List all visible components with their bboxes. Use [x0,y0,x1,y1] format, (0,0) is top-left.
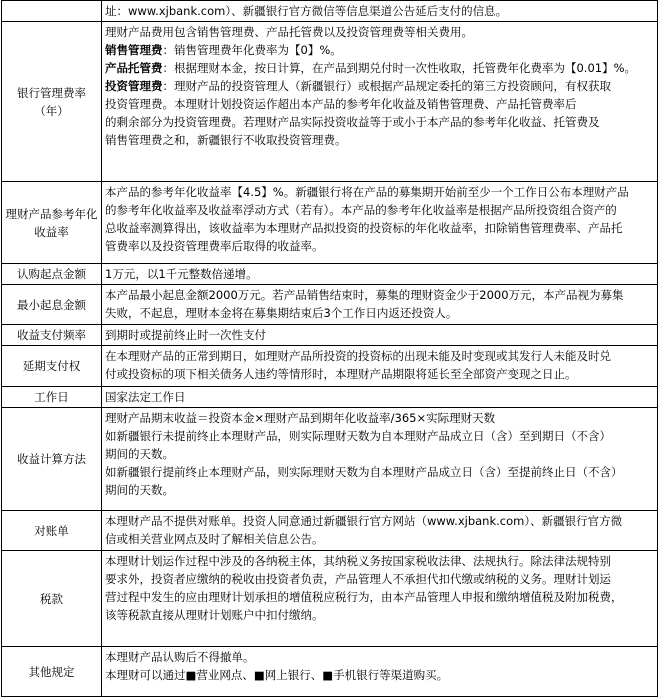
term-value-line: 的参考年化收益率及收益率浮动方式（若有）。本产品的参考年化收益率是根据产品所投资组合资产的 [105,203,617,217]
term-value-line: 投资管理费：理财产品的投资管理人（新疆银行）或根据产品规定委托的第三方投资顾问，有权获取 [105,79,611,93]
term-value-line: 1万元，以1千元整数倍递增。 [105,267,258,281]
fee-name: 销售管理费 [105,43,163,57]
terms-row [2,182,658,264]
term-value-line: 本理财产品认购后不得撤单。 [105,650,255,664]
term-value [102,346,658,387]
terms-row [2,1,658,22]
term-value [102,182,658,264]
terms-row [2,647,658,697]
term-value-line: 在本理财产品的正常到期日，如理财产品所投资的投资标的出现未能及时变现或其发行人未能及时兑 [105,349,611,363]
term-label: 工作日 [2,387,102,408]
term-value [102,551,658,647]
term-label: 税款 [2,551,102,647]
product-terms-table [1,0,658,697]
term-value-line: 本理财计划运作过程中涉及的各纳税主体，其纳税义务按国家税收法律、法规执行。除法律法规特别 [105,554,611,568]
term-value [102,408,658,511]
terms-row [2,551,658,647]
term-label: 认购起点金额 [2,264,102,285]
terms-row [2,511,658,551]
term-value-line: 期间的天数。 [105,483,174,497]
term-value-line: 本产品最小起息金额2000万元。若产品销售结束时，募集的理财资金少于2000万元，本产品视为募集 [105,288,624,302]
term-value-line: 址：www.xjbank.com）、新疆银行官方微信等信息渠道公告延后支付的信息。 [105,4,508,18]
term-value [102,264,658,285]
term-value-line: 本产品的参考年化收益率【4.5】%。新疆银行将在产品的募集期开始前至少一个工作日公布本理财产品 [105,185,629,199]
terms-row [2,387,658,408]
term-value-line: 信或相关营业网点及时了解相关信息公告。 [105,532,324,546]
term-value-line: 到期时或提前终止时一次性支付 [105,328,266,342]
fee-name: 投资管理费 [105,79,163,93]
term-value-line: 期间的天数。 [105,447,174,461]
term-value-line: 投资管理费。本理财计划投资运作超出本产品的参考年化收益及销售管理费、产品托管费率后 [105,97,577,111]
term-value-line: 销售管理费：销售管理费年化费率为【0】%。 [105,43,342,57]
terms-row [2,346,658,387]
term-value-line: 营过程中发生的应由理财计划承担的增值税应税行为，由本产品管理人申报和缴纳增值税及附加税费， [105,590,623,604]
fee-name: 产品托管费 [105,61,163,75]
terms-row [2,264,658,285]
term-value-line: 本理财产品不提供对账单。投资人同意通过新疆银行官方网站（www.xjbank.com）、新疆银行官方微 [105,514,623,528]
term-value-line: 失败，不起息，理财本金将在募集期结束后3个工作日内返还投资人。 [105,306,458,320]
terms-row [2,285,658,325]
term-value-line: 理财产品费用包含销售管理费、产品托管费以及投资管理费等相关费用。 [105,25,473,39]
term-label: 最小起息金额 [2,285,102,325]
term-label [2,1,102,22]
term-value-line: 如新疆银行提前终止本理财产品，则实际理财天数为自本理财产品成立日（含）至提前终止日（不含） [105,465,623,479]
terms-row [2,408,658,511]
term-label: 延期支付权 [2,346,102,387]
term-label: 银行管理费率（年） [2,22,102,182]
term-value [102,647,658,697]
term-value-line: 理财产品期末收益＝投资本金×理财产品到期年化收益率/365×实际理财天数 [105,411,496,425]
term-label: 对账单 [2,511,102,551]
term-value [102,511,658,551]
term-label: 其他规定 [2,647,102,697]
term-value [102,1,658,22]
term-value [102,22,658,182]
term-value-line: 销售管理费之和，新疆银行不收取投资管理费。 [105,133,347,147]
term-value-line: 的剩余部分为投资管理费。若理财产品实际投资收益等于或小于本产品的参考年化收益、托管费及 [105,115,600,129]
term-value-line: 该等税款直接从理财计划账户中扣付缴纳。 [105,608,324,622]
term-value [102,285,658,325]
term-value-line: 管费率以及投资管理费率后取得的收益率。 [105,239,324,253]
term-value-line: 如新疆银行未提前终止本理财产品，则实际理财天数为自本理财产品成立日（含）至到期日（不含） [105,429,611,443]
terms-row [2,22,658,182]
term-label: 收益支付频率 [2,325,102,346]
term-value-line: 要求外，投资者应缴纳的税收由投资者负责，产品管理人不承担代扣代缴或纳税的义务。理财计划运 [105,572,611,586]
term-value-line: 国家法定工作日 [105,390,186,404]
term-label: 收益计算方法 [2,408,102,511]
term-value [102,387,658,408]
term-value-line: 总收益率测算得出，该收益率为本理财产品拟投资的投资标的年化收益率，扣除销售管理费率、产品托 [105,221,623,235]
term-value-line: 产品托管费：根据理财本金，按日计算，在产品到期兑付时一次性收取，托管费年化费率为【0.01】%。 [105,61,637,75]
term-value-line: 本理财可以通过■营业网点、■网上银行、■手机银行等渠道购买。 [105,668,449,682]
term-value-line: 付或投资标的项下相关债务人违约等情形时，本理财产品期限将延长至全部资产变现之日止。 [105,367,577,381]
terms-row [2,325,658,346]
terms-table-body [2,1,658,697]
term-value [102,325,658,346]
term-label: 理财产品参考年化收益率 [2,182,102,264]
